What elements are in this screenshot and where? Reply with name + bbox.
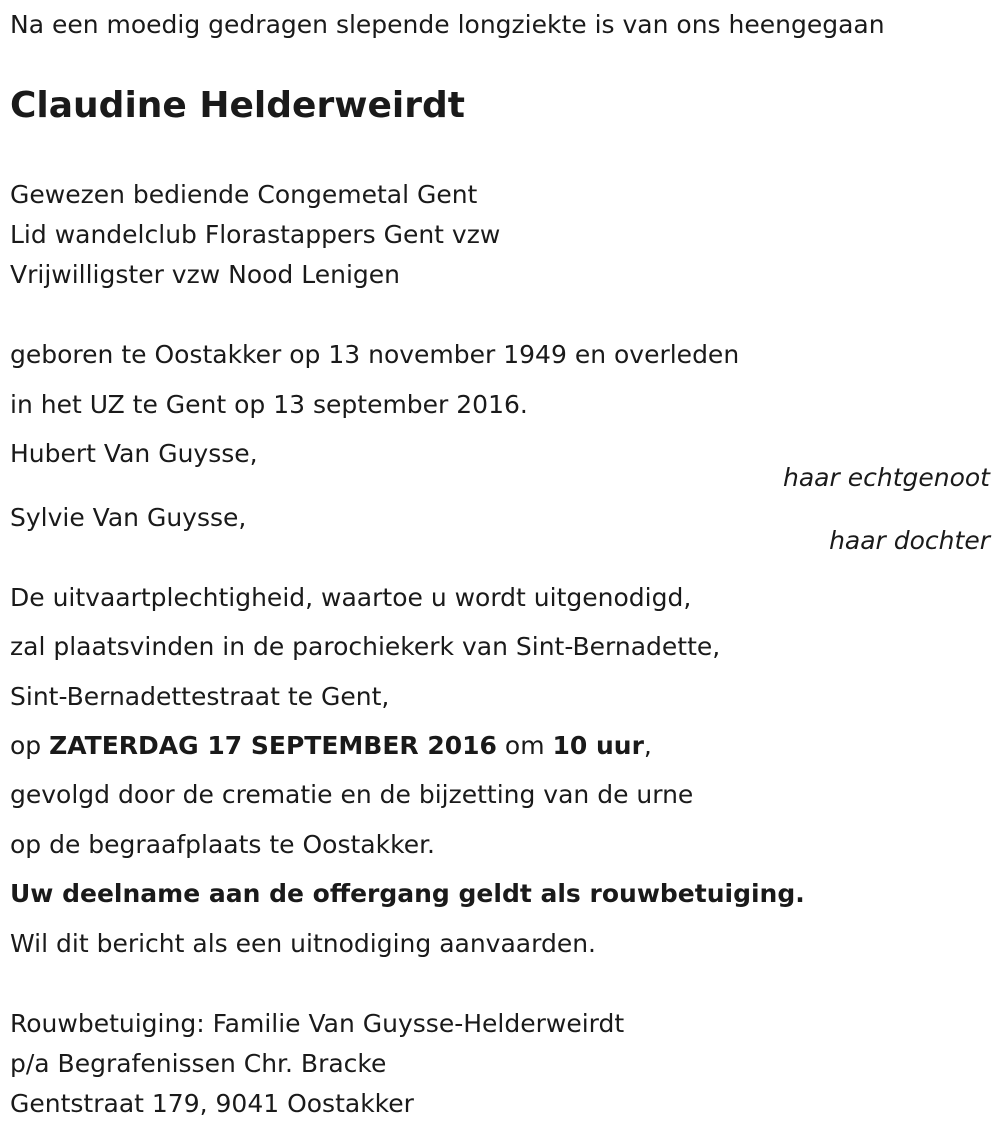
ceremony-date: ZATERDAG 17 SEPTEMBER 2016 (49, 731, 497, 760)
relative-relation: haar echtgenoot (783, 463, 990, 492)
ceremony-line: gevolgd door de crematie en de bijzetting van de urne (10, 780, 694, 809)
ceremony-line: De uitvaartplechtigheid, waartoe u wordt uitgenodigd, (10, 583, 692, 612)
date-prefix: op (10, 731, 50, 760)
offering-line: Uw deelname aan de offergang geldt als rouwbetuiging. (10, 879, 805, 908)
ceremony-time: 10 uur (552, 731, 644, 760)
function-line: Gewezen bediende Congemetal Gent (10, 180, 478, 209)
condolence-line: Gentstraat 179, 9041 Oostakker (10, 1089, 414, 1118)
invitation-line: Wil dit bericht als een uitnodiging aanvaarden. (10, 929, 596, 958)
condolence-line: Rouwbetuiging: Familie Van Guysse-Helderweirdt (10, 1009, 625, 1038)
function-line: Vrijwilligster vzw Nood Lenigen (10, 260, 400, 289)
ceremony-line: Sint-Bernadettestraat te Gent, (10, 682, 390, 711)
relative-name: Sylvie Van Guysse, (10, 503, 247, 532)
birth-line: geboren te Oostakker op 13 november 1949 en overleden (10, 340, 740, 369)
date-suffix: , (643, 731, 652, 760)
deceased-name: Claudine Helderweirdt (10, 85, 465, 126)
relative-relation: haar dochter (829, 526, 990, 555)
function-line: Lid wandelclub Florastappers Gent vzw (10, 220, 501, 249)
ceremony-line: zal plaatsvinden in de parochiekerk van Sint-Bernadette, (10, 632, 721, 661)
time-prefix: om (496, 731, 553, 760)
ceremony-line: op de begraafplaats te Oostakker. (10, 830, 435, 859)
intro-text: Na een moedig gedragen slepende longziekte is van ons heengegaan (10, 10, 885, 39)
death-line: in het UZ te Gent op 13 september 2016. (10, 390, 528, 419)
ceremony-date-line (10, 733, 652, 758)
relative-name: Hubert Van Guysse, (10, 439, 258, 468)
condolence-line: p/a Begrafenissen Chr. Bracke (10, 1049, 387, 1078)
